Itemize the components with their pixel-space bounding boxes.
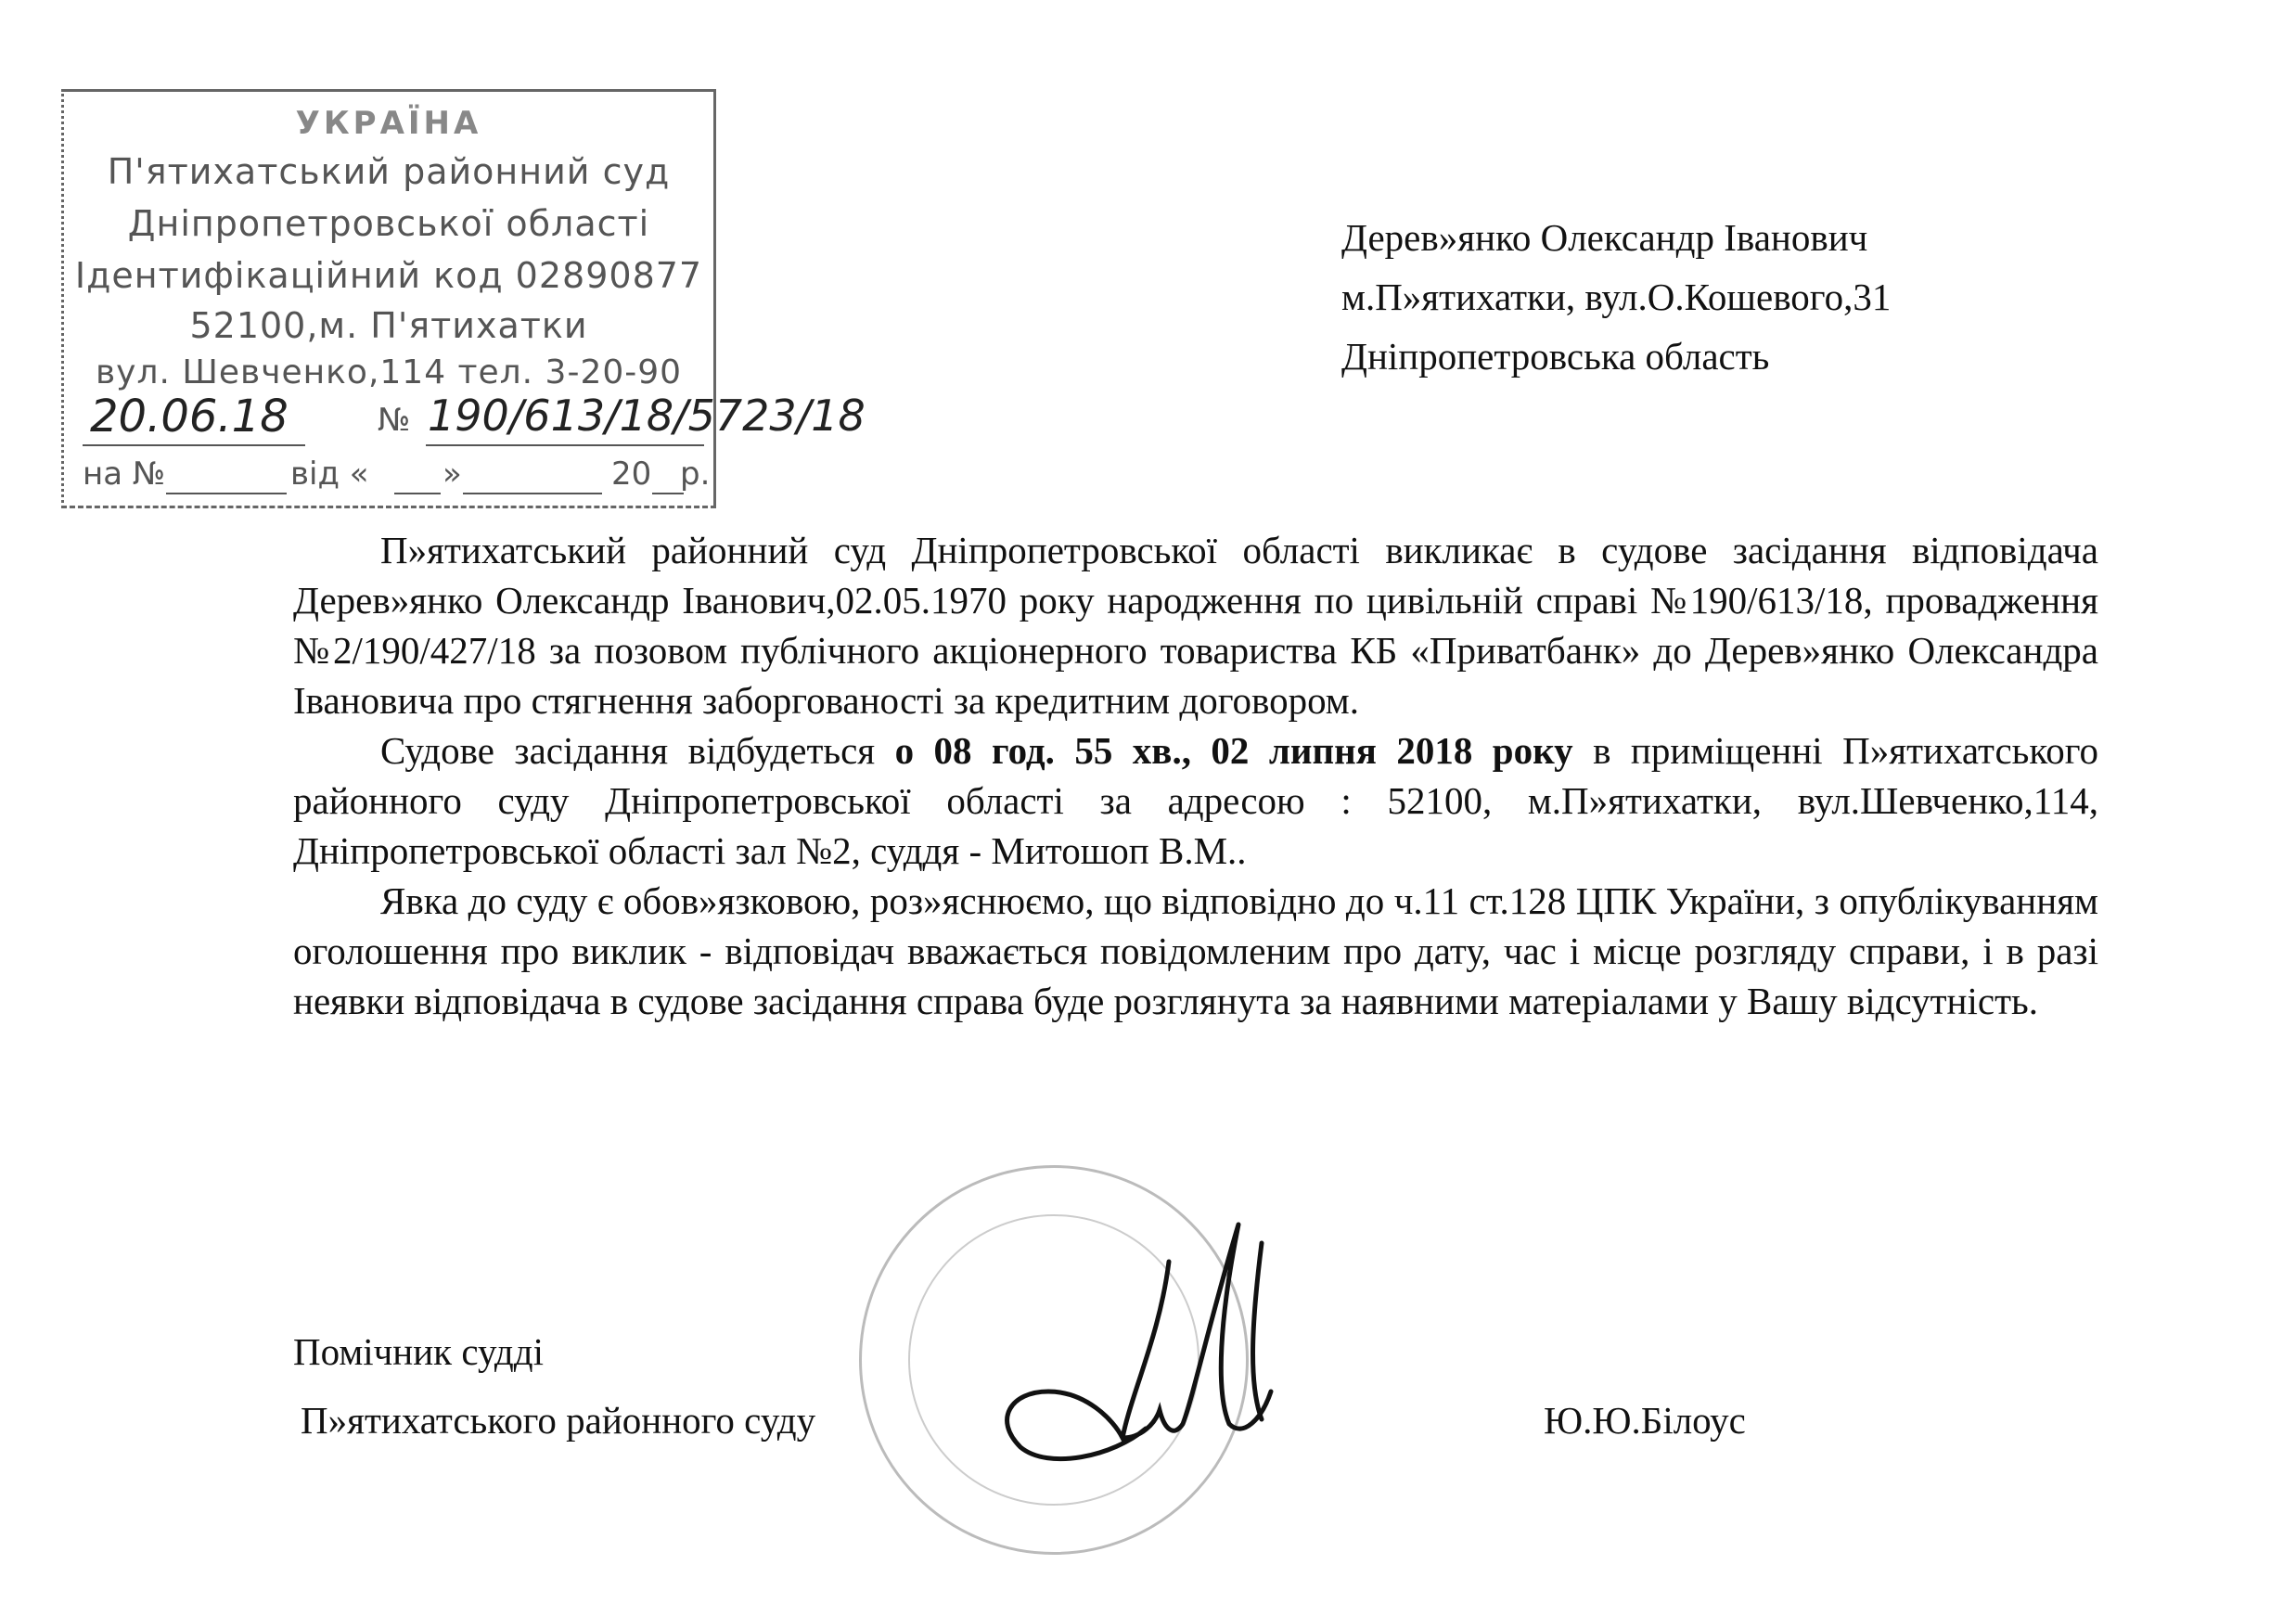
stamp-line-region: Дніпропетровської області xyxy=(127,203,650,244)
stamp-line-city: 52100,м. П'ятихатки xyxy=(189,305,588,346)
hearing-datetime: о 08 год. 55 хв., 02 липня 2018 року xyxy=(894,729,1573,772)
stamp-line-street: вул. Шевченко,114 тел. 3-20-90 xyxy=(95,353,683,391)
stamp-date-handwritten: 20.06.18 xyxy=(90,391,289,442)
stamp-number-handwritten: 190/613/18/5723/18 xyxy=(428,391,866,441)
stamp-reply-underline xyxy=(166,493,287,494)
stamp-quote-close: » xyxy=(443,455,462,493)
addressee-region: Дніпропетровська область xyxy=(1341,335,1770,378)
signature-strokes xyxy=(1007,1225,1271,1459)
addressee-name: Дерев»янко Олександр Іванович xyxy=(1341,216,1868,259)
stamp-month-underline xyxy=(463,493,602,494)
summons-body xyxy=(293,525,2098,1026)
stamp-line-court: П'ятихатський районний суд xyxy=(107,151,671,192)
stamp-year-suffix: р. xyxy=(680,455,711,493)
addressee-block xyxy=(1341,208,1891,386)
stamp-day-underline xyxy=(394,493,441,494)
signatory-name: Ю.Ю.Білоус xyxy=(1544,1399,1746,1442)
summons-paragraph-2 xyxy=(293,725,2098,876)
summons-paragraph-1: П»ятихатський районний суд Дніпропетровської області викликає в судове засідання відповідача Дерев»янко Олександр Іванович,02.05.1970 року народження по цивільній справі №190/613/18, провадження №2/190/427/18 за позовом публічного акціонерного товариства КБ «Приватбанк» до Дерев»янко Олександра Івановича про стягнення заборгованості за кредитним договором. xyxy=(293,529,2098,722)
signatory-role: Помічник судді xyxy=(293,1330,545,1373)
hearing-location: в приміщенні П»ятихатського районного суду Дніпропетровської області за адресою : 52100, м.П»ятихатки, вул.Шевченко,114, Дніпропетровської області зал №2, суддя - Митошоп В.М.. xyxy=(293,729,2098,872)
stamp-line-id-code: Ідентифікаційний код 02890877 xyxy=(74,255,703,296)
registration-stamp xyxy=(61,89,866,508)
stamp-date-underline xyxy=(83,444,305,446)
stamp-year-prefix: 20 xyxy=(611,455,652,493)
addressee-address: м.П»ятихатки, вул.О.Кошевого,31 xyxy=(1341,276,1892,318)
signatory-court: П»ятихатського районного суду xyxy=(301,1399,816,1442)
stamp-from-label: від « xyxy=(290,455,369,493)
summons-paragraph-3: Явка до суду є обов»язковою, роз»яснюємо, що відповідно до ч.11 ст.128 ЦПК України, з опублікуванням оголошення про виклик - відповідач вважається повідомленим про дату, час і місце розгляду справи, і в разі неявки відповідача в судове засідання справа буде розглянута за наявними матеріалами у Вашу відсутність. xyxy=(293,879,2098,1022)
stamp-number-underline xyxy=(426,444,704,446)
handwritten-signature xyxy=(983,1206,1317,1503)
stamp-number-label: № xyxy=(378,402,411,439)
stamp-year-underline xyxy=(652,493,684,494)
hearing-intro: Судове засідання відбудеться xyxy=(380,729,895,772)
stamp-line-country: УКРАЇНА xyxy=(295,105,482,142)
stamp-reply-label: на № xyxy=(83,455,166,493)
